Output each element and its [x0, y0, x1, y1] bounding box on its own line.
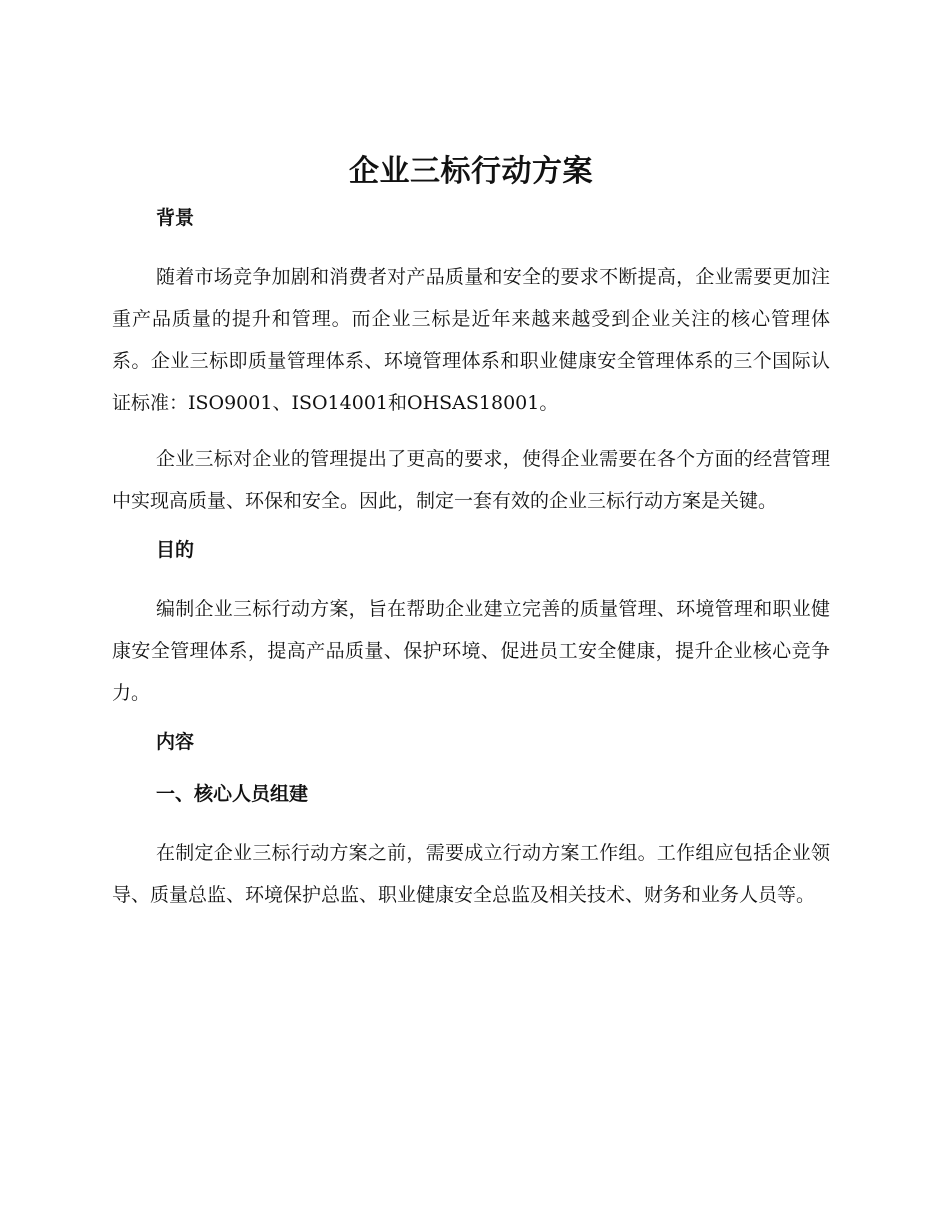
section-heading-purpose: 目的 — [156, 539, 195, 561]
section-heading-content: 内容 — [156, 731, 195, 753]
background-paragraph-1: 随着市场竞争加剧和消费者对产品质量和安全的要求不断提高，企业需要更加注重产品质量的提升和管理。而企业三标是近年来越来越受到企业关注的核心管理体系。企业三标即质量管理体系、环境管理体系和职业健康安全管理体系的三个国际认证标准：ISO9001、ISO14001和OHSAS18001。 — [112, 266, 830, 414]
core-team-paragraph: 在制定企业三标行动方案之前，需要成立行动方案工作组。工作组应包括企业领导、质量总监、环境保护总监、职业健康安全总监及相关技术、财务和业务人员等。 — [112, 842, 830, 906]
background-paragraph-2: 企业三标对企业的管理提出了更高的要求，使得企业需要在各个方面的经营管理中实现高质量、环保和安全。因此，制定一套有效的企业三标行动方案是关键。 — [112, 448, 830, 512]
section-heading-background: 背景 — [156, 207, 195, 229]
document-page — [112, 150, 830, 930]
document-title: 企业三标行动方案 — [349, 154, 593, 189]
purpose-paragraph: 编制企业三标行动方案，旨在帮助企业建立完善的质量管理、环境管理和职业健康安全管理体系，提高产品质量、保护环境、促进员工安全健康，提升企业核心竞争力。 — [112, 598, 830, 704]
section-heading-core-team: 一、核心人员组建 — [156, 783, 309, 805]
